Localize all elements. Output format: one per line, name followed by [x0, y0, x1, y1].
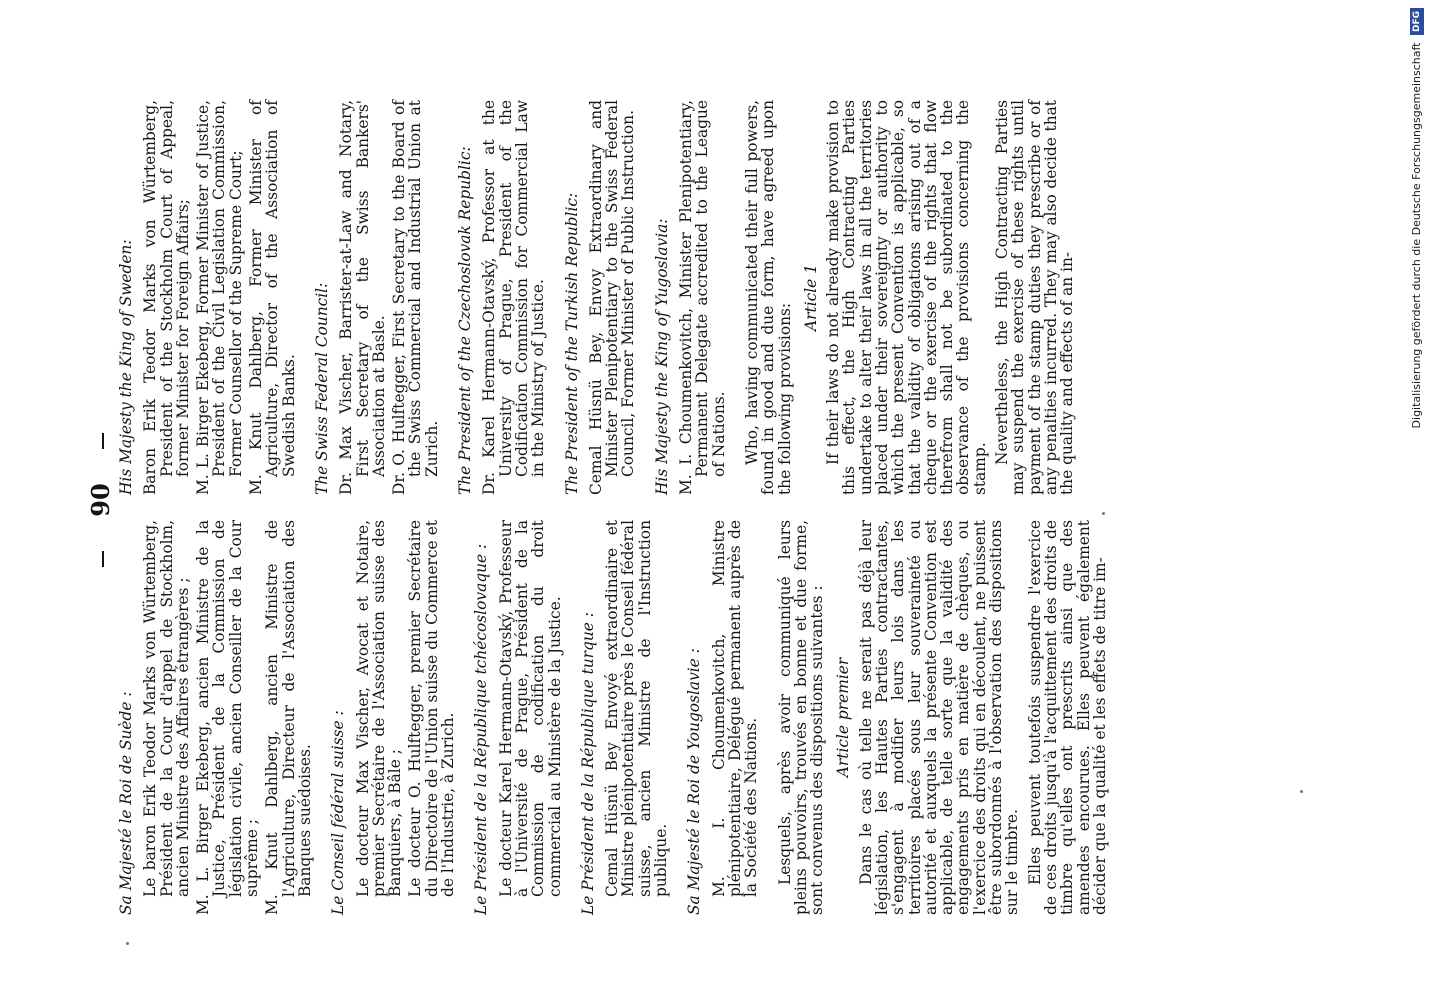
- french-column: [118, 520, 1108, 915]
- article-paragraph: Elles peuvent toutefois suspendre l'exercice de ces droits jusqu'à l'acquittement des droits de timbre qu'elles ont prescrits ainsi que des amendes encourues. Elles peuvent également décider que la qualité et les effets de titre im-: [1025, 520, 1109, 915]
- section-title: Le Président de la République tchécoslovaque :: [472, 543, 491, 915]
- section-title: Le Conseil fédéral suisse :: [329, 710, 348, 915]
- fr-section-switzerland: [330, 520, 456, 915]
- section-title: The Swiss Federal Council:: [312, 282, 331, 495]
- en-section-yugoslavia: [654, 100, 727, 495]
- delegate-entry: M. I. Choumenkovitch, Ministre plénipotentiaire, Délégué permanent auprès de la Société des Nations.: [709, 520, 761, 897]
- delegate-entry: M. Knut Dahlberg, ancien Ministre de l'Agriculture, Directeur de l'Association des Banques suédoises.: [263, 520, 314, 915]
- delegate-entry: M. L. Birger Ekeberg, ancien Ministre de la Justice, Président de la Commission de législation civile, ancien Conseiller de la Cour suprême ;: [194, 520, 262, 915]
- en-section-sweden: [118, 100, 297, 495]
- en-section-switzerland: [314, 100, 440, 495]
- delegate-entry: Dr. Max Vischer, Barrister-at-Law and Notary, First Secretary of the Swiss Bankers' Association at Basle.: [337, 100, 388, 495]
- scan-speck: [1102, 512, 1105, 515]
- article-paragraph: Dans le cas où telle ne serait pas déjà leur législation, les Hautes Parties contractantes, s'engagent à modifier leurs lois dans les territoires placés sous leur souveraineté ou autorité et auxquels la présente Convention est applicable, de telle sorte que la validité des engagements pris en matière de chèques, ou l'exercice des droits qui en découlent, ne puissent être subordonnés à l'observation des dispositions sur le timbre.: [856, 520, 1022, 915]
- section-title: Le Président de la République turque :: [578, 612, 597, 915]
- article-title: Article premier: [834, 657, 853, 778]
- en-section-turkey: [564, 100, 637, 495]
- delegate-entry: Dr. Karel Hermann-Otavský, Professor at the University of Prague, President of the Codification Commission for Commercial Law in the Ministry of Justice.: [480, 100, 548, 495]
- section-title: His Majesty the King of Yugoslavia:: [652, 218, 671, 495]
- delegate-entry: Cemal Hüsnü Bey, Envoy Extraordinary and Minister Plenipotentiary to the Swiss Federal Council, Former Minister of Public Instruction.: [586, 100, 638, 495]
- header-dash-right: [102, 433, 104, 449]
- scan-speck: [126, 942, 129, 945]
- dfg-logo: DFG: [1410, 8, 1424, 35]
- fr-section-czechoslovakia: [473, 520, 562, 915]
- closing-paragraph: Who, having communicated their full powers, found in good and due form, have agreed upon the following provisions:: [742, 100, 794, 495]
- fr-section-turkey: [580, 520, 669, 915]
- digitization-footer: [1410, 0, 1424, 1000]
- delegate-entry: Le docteur O. Hulftegger, premier Secrétaire du Directoire de l'Union suisse du Commerce et de l'Industrie, à Zurich.: [406, 520, 458, 897]
- delegate-entry: M. I. Choumenkovitch, Minister Plenipotentiary, Permanent Delegate accredited to the League of Nations.: [677, 100, 728, 495]
- footer-credit: Digitalisierung gefördert durch die Deutsche Forschungsgemeinschaft: [1410, 42, 1423, 429]
- delegate-entry: Le docteur Karel Hermann-Otavský, Professeur à l'Université de Prague, Président de la Commission de codification du droit commercial au Ministère de la Justice.: [496, 520, 564, 897]
- closing-paragraph: Lesquels, après avoir communiqué leurs pleins pouvoirs, trouvés en bonne et due forme, sont convenus des dispositions suivantes :: [775, 520, 827, 915]
- delegate-entry: M. L. Birger Ekeberg, Former Minister of Justice, President of the Civil Legislation Commission, Former Counsellor of the Supreme Court;: [194, 100, 245, 495]
- page-number: 90: [86, 483, 115, 517]
- section-title: Sa Majesté le Roi de Suède :: [117, 691, 135, 915]
- fr-section-yugoslavia: [686, 520, 759, 915]
- article-title: Article 1: [801, 264, 820, 331]
- article-paragraph: If their laws do not already make provision to this effect, the High Contracting Parties undertake to alter their laws in all the territories placed under their sovereignty or authority to which the present Convention is applicable, so that the validity of obligations arising out of a cheque or the exercise of the rights that flow therefrom shall not be subordinated to the observance of the provisions concerning the stamp.: [824, 100, 989, 495]
- article-paragraph: Nevertheless, the High Contracting Parties may suspend the exercise of these rights until payment of the stamp duties they prescribe or of any penalties incurred. They may also decide that the quality and effects of an in-: [993, 100, 1077, 495]
- section-title: His Majesty the King of Sweden:: [117, 239, 135, 495]
- section-title: The President of the Czechoslovak Republic:: [456, 146, 475, 495]
- english-column: [118, 100, 1076, 495]
- section-title: Sa Majesté le Roi de Yougoslavie :: [685, 648, 704, 915]
- scan-speck: [1300, 790, 1303, 793]
- en-section-czechoslovakia: [457, 100, 546, 495]
- delegate-entry: M. Knut Dahlberg, Former Minister of Agriculture, Director of the Association of Swedish Banks.: [247, 100, 298, 495]
- delegate-entry: Le docteur Max Vischer, Avocat et Notaire, premier Secrétaire de l'Association suisse des Banquiers, à Bâle ;: [353, 520, 405, 897]
- fr-section-sweden: [118, 520, 313, 915]
- header-dash-left: [102, 551, 104, 567]
- section-title: The President of the Turkish Republic:: [562, 192, 581, 495]
- delegate-entry: Cemal Hüsnü Bey Envoyé extraordinaire et Ministre plénipotentiaire près le Conseil fédéral suisse, ancien Ministre de l'Instruction publique.: [603, 520, 671, 897]
- delegate-entry: Baron Erik Teodor Marks von Würtemberg, President of the Stockholm Court of Appeal, former Minister for Foreign Affairs;: [141, 100, 192, 495]
- delegate-entry: Le baron Erik Teodor Marks von Würtemberg, Président de la Cour d'appel de Stockholm, ancien Ministre des Affaires étrangères ;: [141, 520, 192, 897]
- delegate-entry: Dr. O. Hulftegger, First Secretary to the Board of the Swiss Commercial and Industrial Union at Zurich.: [390, 100, 441, 495]
